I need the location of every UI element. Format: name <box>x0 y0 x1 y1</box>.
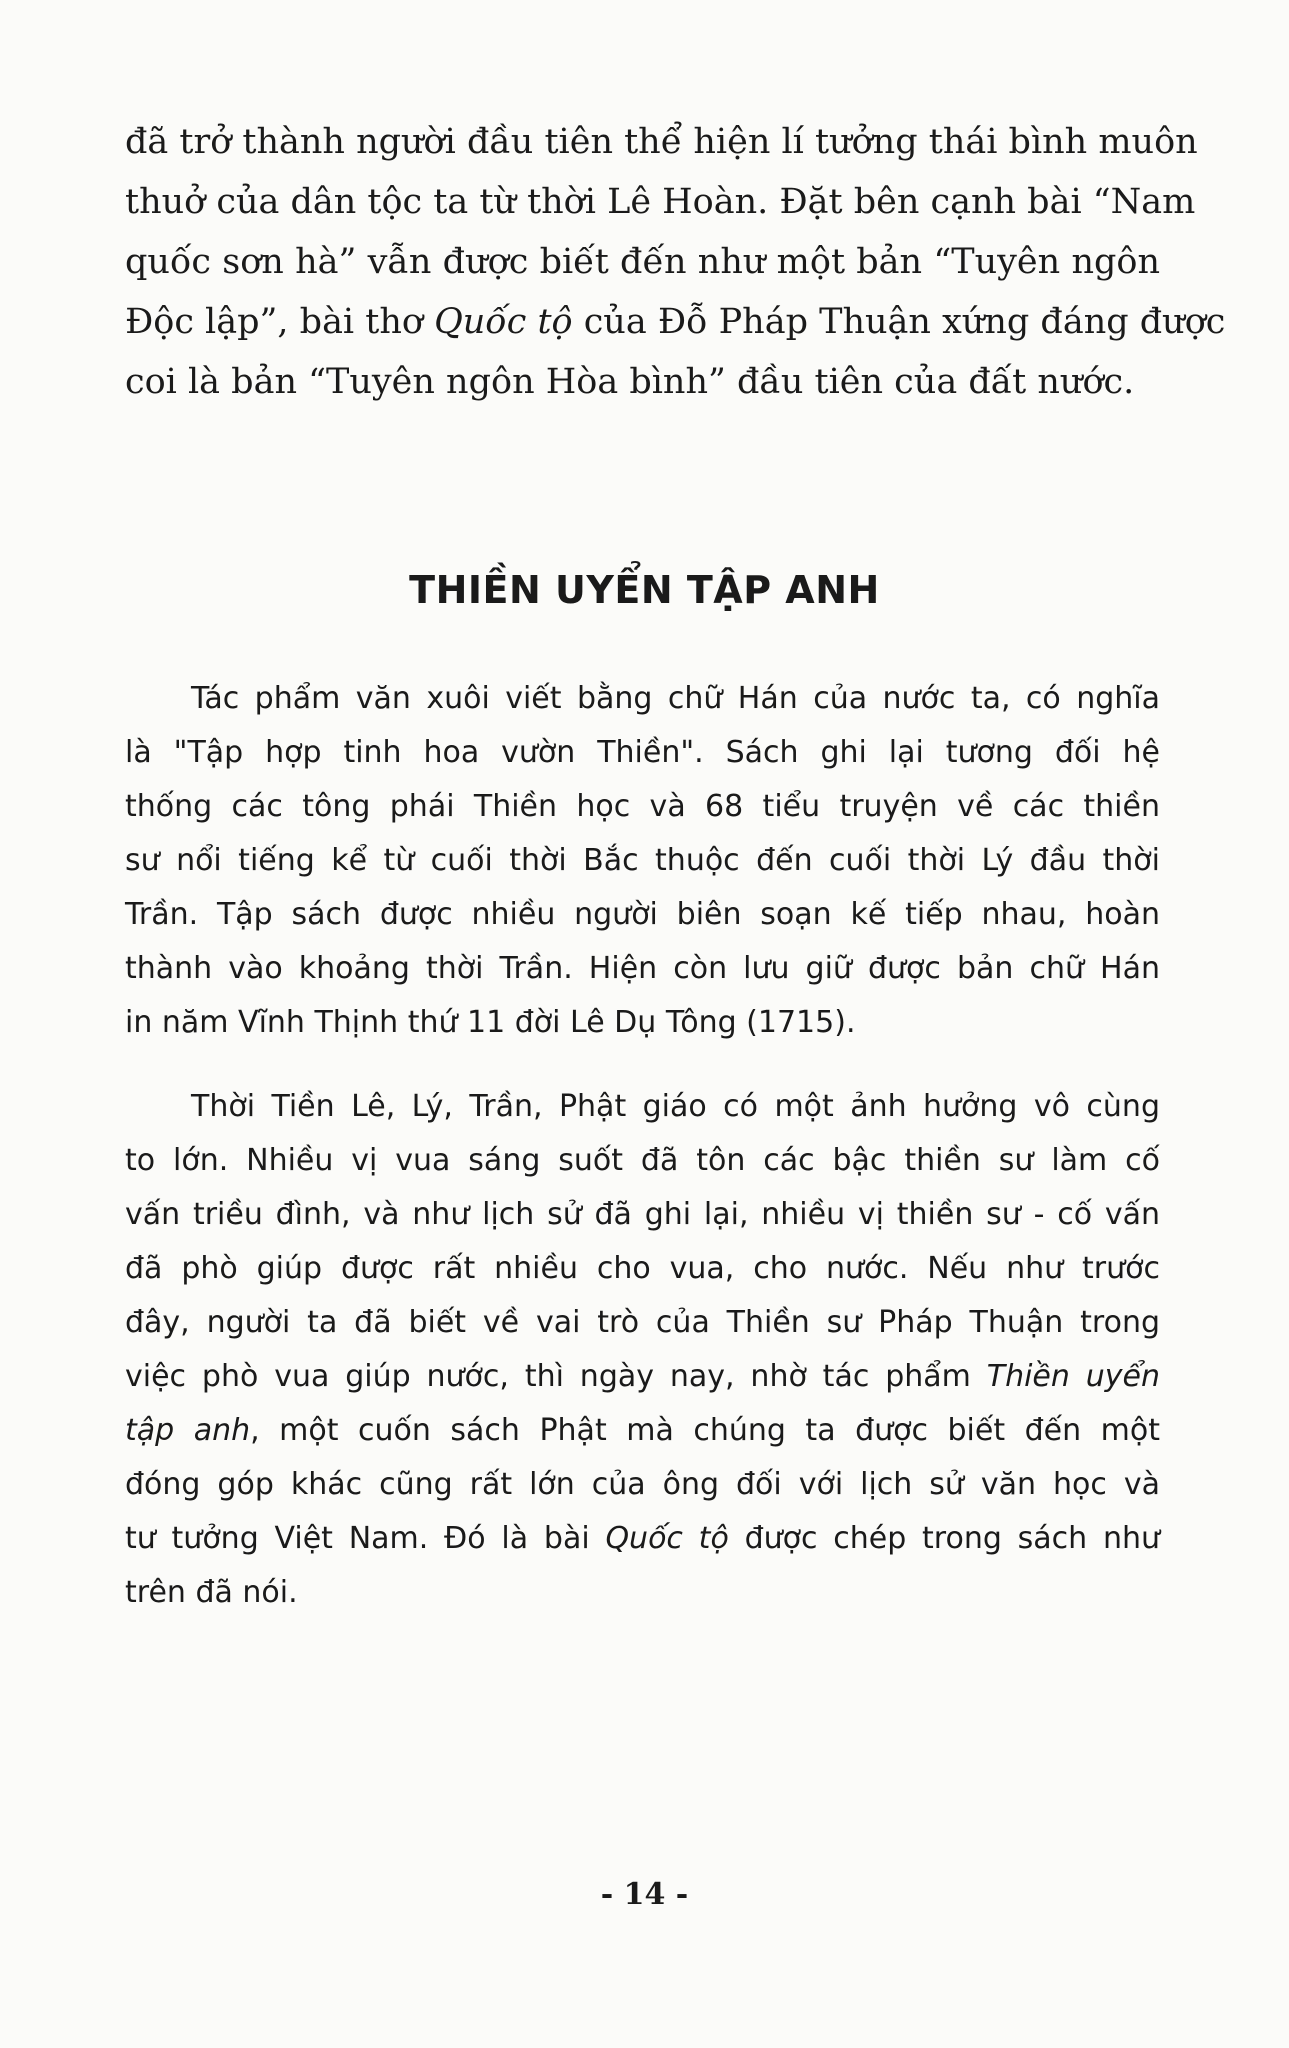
body-paragraph-1 <box>125 672 1160 1050</box>
book-title-part: tập anh <box>125 1413 251 1448</box>
poem-title-quoc-to: Quốc tộ <box>605 1521 729 1556</box>
intro-line: quốc sơn hà” vẫn được biết đến như một bản “Tuyên ngôn <box>125 242 1160 282</box>
paragraph-line <box>125 1404 1160 1458</box>
paragraph-line: là "Tập hợp tinh hoa vườn Thiền". Sách ghi lại tương đối hệ <box>125 735 1160 770</box>
intro-line <box>125 292 1226 352</box>
paragraph-line <box>125 1512 1160 1566</box>
intro-line: đã trở thành người đầu tiên thể hiện lí tưởng thái bình muôn <box>125 122 1198 162</box>
text-run: Độc lập”, bài thơ <box>125 302 435 342</box>
intro-paragraph <box>125 112 1226 412</box>
paragraph-line: thống các tông phái Thiền học và 68 tiểu truyện về các thiền <box>125 789 1160 824</box>
section-heading: THIỀN UYỂN TẬP ANH <box>409 568 880 612</box>
book-title-part: Thiền uyển <box>986 1359 1161 1394</box>
paragraph-line: to lớn. Nhiều vị vua sáng suốt đã tôn các bậc thiền sư làm cố <box>125 1143 1160 1178</box>
text-run: việc phò vua giúp nước, thì ngày nay, nhờ tác phẩm <box>125 1359 987 1394</box>
intro-line: thuở của dân tộc ta từ thời Lê Hoàn. Đặt bên cạnh bài “Nam <box>125 182 1196 222</box>
text-run: được chép trong sách như <box>728 1521 1160 1556</box>
paragraph-line: đã phò giúp được rất nhiều cho vua, cho nước. Nếu như trước <box>125 1251 1160 1286</box>
intro-line: coi là bản “Tuyên ngôn Hòa bình” đầu tiên của đất nước. <box>125 362 1135 402</box>
body-paragraph-2 <box>125 1080 1160 1620</box>
page-number: - 14 - <box>600 1877 689 1912</box>
paragraph-line: in năm Vĩnh Thịnh thứ 11 đời Lê Dụ Tông (1715). <box>125 1005 856 1040</box>
text-run: của Đỗ Pháp Thuận xứng đáng được <box>572 302 1226 342</box>
paragraph-line: thành vào khoảng thời Trần. Hiện còn lưu giữ được bản chữ Hán <box>125 951 1160 986</box>
paragraph-line: trên đã nói. <box>125 1575 298 1610</box>
paragraph-line <box>125 1350 1160 1404</box>
paragraph-line: đóng góp khác cũng rất lớn của ông đối với lịch sử văn học và <box>125 1467 1160 1502</box>
poem-title-quoc-to: Quốc tộ <box>434 302 573 342</box>
paragraph-line: Thời Tiền Lê, Lý, Trần, Phật giáo có một ảnh hưởng vô cùng <box>191 1089 1160 1124</box>
paragraph-line: vấn triều đình, và như lịch sử đã ghi lại, nhiều vị thiền sư - cố vấn <box>125 1197 1160 1232</box>
paragraph-line: đây, người ta đã biết về vai trò của Thiền sư Pháp Thuận trong <box>125 1305 1160 1340</box>
text-run: tư tưởng Việt Nam. Đó là bài <box>125 1521 606 1556</box>
text-run: , một cuốn sách Phật mà chúng ta được biết đến một <box>250 1413 1160 1448</box>
paragraph-line: sư nổi tiếng kể từ cuối thời Bắc thuộc đến cuối thời Lý đầu thời <box>125 843 1160 878</box>
paragraph-line: Trần. Tập sách được nhiều người biên soạn kế tiếp nhau, hoàn <box>125 897 1160 932</box>
paragraph-line: Tác phẩm văn xuôi viết bằng chữ Hán của nước ta, có nghĩa <box>191 681 1160 716</box>
